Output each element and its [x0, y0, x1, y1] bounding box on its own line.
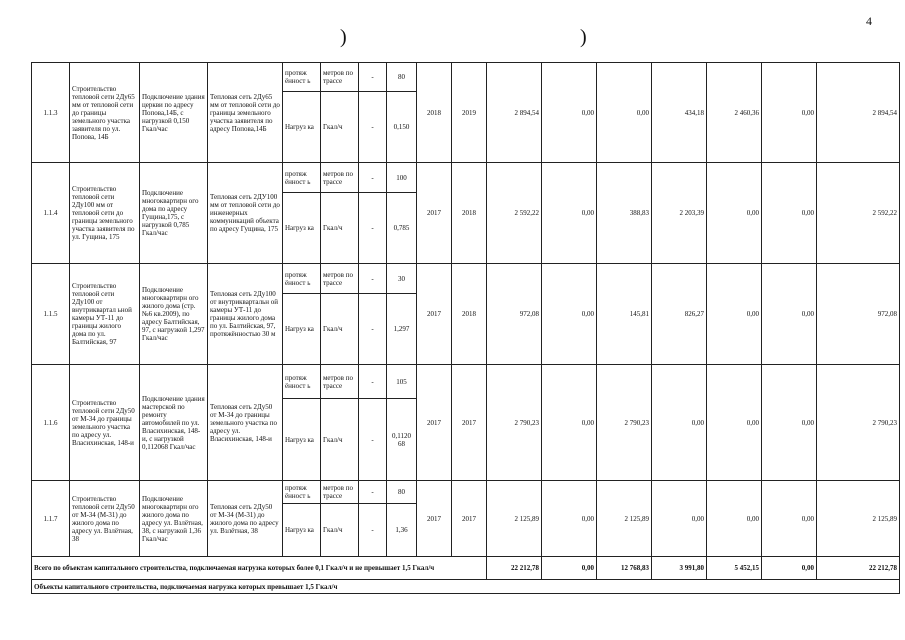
year-start: 2017: [417, 481, 452, 557]
cost-total: 2 790,23: [487, 365, 542, 481]
cost-v2020: 0,00: [762, 481, 817, 557]
param-name: протяж ённост ь: [283, 264, 321, 294]
param-unit: Гкал/ч: [321, 504, 359, 557]
param-value: 105: [387, 365, 417, 399]
row-number: 1.1.4: [32, 163, 70, 264]
cost-v2020: 0,00: [762, 63, 817, 163]
param-dash: -: [359, 399, 387, 481]
project-name: Строительство тепловой сети 2Ду65 мм от тепловой сети до границы земельного участка заявителя по ул. Попова, 14Б: [70, 63, 140, 163]
param-unit: метров по трассе: [321, 365, 359, 399]
summary-2020: 0,00: [762, 557, 817, 580]
cost-sum: 2 894,54: [817, 63, 900, 163]
summary-row: [32, 557, 900, 580]
cost-total: 972,08: [487, 264, 542, 365]
param-name: протяж ённост ь: [283, 63, 321, 92]
project-name: Строительство тепловой сети 2Ду100 от внутриквартал ьной камеры УТ-11 до границы жилого дома по ул. Балтийская, 97: [70, 264, 140, 365]
investment-table: [31, 62, 900, 594]
cost-v2020: 0,00: [762, 365, 817, 481]
cost-v2017: 388,83: [597, 163, 652, 264]
cost-total: 2 125,89: [487, 481, 542, 557]
param-value: 1,36: [387, 504, 417, 557]
param-value: 1,297: [387, 294, 417, 365]
param-value: 100: [387, 163, 417, 193]
param-name: протяж ённост ь: [283, 481, 321, 504]
cost-total: 2 894,54: [487, 63, 542, 163]
cost-v2019: 0,00: [707, 365, 762, 481]
summary-2018: 3 991,80: [652, 557, 707, 580]
scan-mark-right: ): [580, 26, 587, 48]
project-purpose: Подключение здания церкви по адресу Попова,14Б, с нагрузкой 0,150 Гкал/час: [140, 63, 208, 163]
param-dash: -: [359, 63, 387, 92]
cost-v2017: 145,81: [597, 264, 652, 365]
cost-v2016: 0,00: [542, 163, 597, 264]
section-header: Объекты капитального строительства, подключаемая нагрузка которых превышает 1,5 Гкал/ч: [32, 580, 900, 594]
cost-v2020: 0,00: [762, 264, 817, 365]
summary-2016: 0,00: [542, 557, 597, 580]
table-row: [32, 481, 900, 504]
cost-v2018: 2 203,39: [652, 163, 707, 264]
param-dash: -: [359, 481, 387, 504]
table-row: [32, 163, 900, 193]
param-value: 80: [387, 63, 417, 92]
project-location: Тепловая сеть 2Ду65 мм от тепловой сети до границы земельного участка заявителя по адресу Попова,14Б: [208, 63, 283, 163]
cost-v2019: 0,00: [707, 481, 762, 557]
param-name: Нагруз ка: [283, 399, 321, 481]
cost-v2017: 0,00: [597, 63, 652, 163]
row-number: 1.1.7: [32, 481, 70, 557]
cost-v2016: 0,00: [542, 63, 597, 163]
row-number: 1.1.3: [32, 63, 70, 163]
cost-v2019: 2 460,36: [707, 63, 762, 163]
cost-v2018: 0,00: [652, 365, 707, 481]
row-number: 1.1.6: [32, 365, 70, 481]
project-purpose: Подключение многоквартирн ого жилого дома (стр.№6 кв.2009), по адресу Балтийская, 97, с нагрузкой 1,297 Гкал/час: [140, 264, 208, 365]
param-value: 80: [387, 481, 417, 504]
year-end: 2017: [452, 365, 487, 481]
param-dash: -: [359, 264, 387, 294]
cost-v2016: 0,00: [542, 481, 597, 557]
cost-v2016: 0,00: [542, 365, 597, 481]
param-value: 30: [387, 264, 417, 294]
cost-total: 2 592,22: [487, 163, 542, 264]
param-name: Нагруз ка: [283, 504, 321, 557]
project-purpose: Подключение здания мастерской по ремонту автомобилей по ул. Власихинская, 148-и, с нагрузкой 0,112068 Гкал/час: [140, 365, 208, 481]
cost-v2017: 2 790,23: [597, 365, 652, 481]
page-number: 4: [866, 14, 872, 28]
scan-mark-left: ): [340, 26, 347, 48]
cost-v2017: 2 125,89: [597, 481, 652, 557]
year-start: 2017: [417, 264, 452, 365]
param-value: 0,150: [387, 92, 417, 163]
param-unit: метров по трассе: [321, 264, 359, 294]
year-start: 2017: [417, 365, 452, 481]
param-dash: -: [359, 294, 387, 365]
param-name: Нагруз ка: [283, 294, 321, 365]
cost-v2019: 0,00: [707, 163, 762, 264]
param-dash: -: [359, 92, 387, 163]
summary-label: Всего по объектам капитального строительства, подключаемая нагрузка которых более 0,1 Гкал/ч и не превышает 1,5 Гкал/ч: [32, 557, 487, 580]
year-start: 2018: [417, 63, 452, 163]
year-start: 2017: [417, 163, 452, 264]
param-unit: метров по трассе: [321, 481, 359, 504]
cost-v2018: 826,27: [652, 264, 707, 365]
param-unit: метров по трассе: [321, 63, 359, 92]
param-dash: -: [359, 193, 387, 264]
project-name: Строительство тепловой сети 2Ду100 мм от тепловой сети до границы земельного участка заявителя по ул. Гущина, 175: [70, 163, 140, 264]
summary-total: 22 212,78: [487, 557, 542, 580]
row-number: 1.1.5: [32, 264, 70, 365]
cost-sum: 2 790,23: [817, 365, 900, 481]
project-name: Строительство тепловой сети 2Ду50 от М-34 (М-31) до жилого дома по адресу ул. Взлётная, 38: [70, 481, 140, 557]
year-end: 2017: [452, 481, 487, 557]
table-row: [32, 63, 900, 92]
param-unit: Гкал/ч: [321, 92, 359, 163]
param-value: 0,1120 68: [387, 399, 417, 481]
cost-v2020: 0,00: [762, 163, 817, 264]
project-name: Строительство тепловой сети 2Ду50 от М-34 до границы земельного участка по адресу ул. Власихинская, 148-и: [70, 365, 140, 481]
param-name: протяж ённост ь: [283, 365, 321, 399]
project-location: Тепловая сеть 2Ду50 от М-34 (М-31) до жилого дома по адресу ул. Взлётная, 38: [208, 481, 283, 557]
cost-v2019: 0,00: [707, 264, 762, 365]
param-unit: Гкал/ч: [321, 294, 359, 365]
cost-v2018: 434,18: [652, 63, 707, 163]
cost-sum: 2 125,89: [817, 481, 900, 557]
year-end: 2018: [452, 163, 487, 264]
project-location: Тепловая сеть 2ДУ100 мм от тепловой сети до инженерных коммуникаций объекта по адресу Гущина, 175: [208, 163, 283, 264]
param-unit: метров по трассе: [321, 163, 359, 193]
year-end: 2019: [452, 63, 487, 163]
year-end: 2018: [452, 264, 487, 365]
project-purpose: Подключение многоквартирн ого жилого дома по адресу ул. Взлётная, 38, с нагрузкой 1,36 Гкал/час: [140, 481, 208, 557]
param-unit: Гкал/ч: [321, 193, 359, 264]
summary-sum: 22 212,78: [817, 557, 900, 580]
project-purpose: Подключение многоквартирн ого дома по адресу Гущина,175, с нагрузкой 0,785 Гкал/час: [140, 163, 208, 264]
param-dash: -: [359, 163, 387, 193]
summary-2019: 5 452,15: [707, 557, 762, 580]
section-header-row: [32, 580, 900, 594]
cost-v2018: 0,00: [652, 481, 707, 557]
param-unit: Гкал/ч: [321, 399, 359, 481]
param-dash: -: [359, 365, 387, 399]
param-name: протяж ённост ь: [283, 163, 321, 193]
param-name: Нагруз ка: [283, 193, 321, 264]
cost-sum: 2 592,22: [817, 163, 900, 264]
cost-sum: 972,08: [817, 264, 900, 365]
summary-2017: 12 768,83: [597, 557, 652, 580]
project-location: Тепловая сеть 2Ду100 от внутриквартальн ой камеры УТ-11 до границы жилого дома по ул. Балтийская, 97, протяжённостью 30 м: [208, 264, 283, 365]
project-location: Тепловая сеть 2Ду50 от М-34 до границы земельного участка по адресу ул. Власихинская, 148-и: [208, 365, 283, 481]
cost-v2016: 0,00: [542, 264, 597, 365]
table-row: [32, 264, 900, 294]
table-row: [32, 365, 900, 399]
param-name: Нагруз ка: [283, 92, 321, 163]
param-dash: -: [359, 504, 387, 557]
param-value: 0,785: [387, 193, 417, 264]
